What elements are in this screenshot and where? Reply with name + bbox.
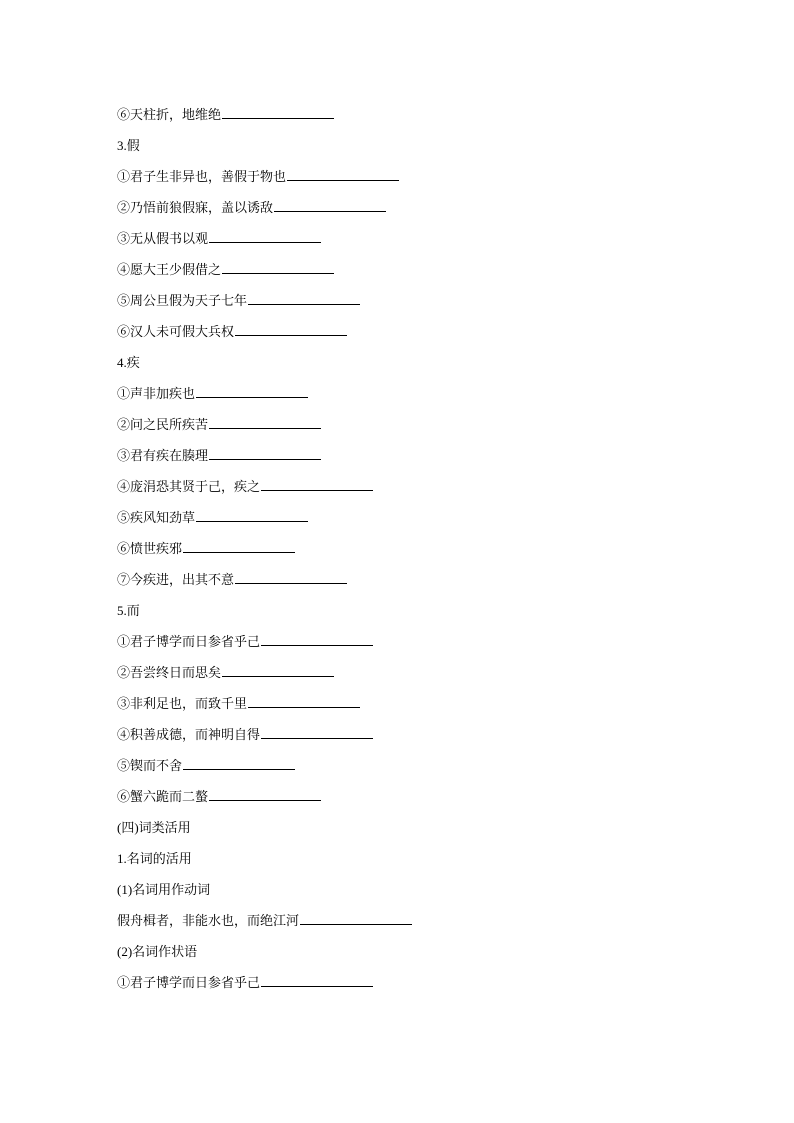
exercise-sentence: ⑥汉人未可假大兵权 (117, 325, 235, 340)
exercise-item (117, 631, 717, 662)
exercise-item (117, 445, 717, 476)
exercise-sentence: ②问之民所疾苦 (117, 418, 209, 433)
section-heading (117, 352, 717, 383)
exercise-sentence: ①声非加疾也 (117, 387, 196, 402)
exercise-item (117, 197, 717, 228)
heading-text: 1.名词的活用 (117, 851, 192, 866)
exercise-sentence: ④庞涓恐其贤于己，疾之 (117, 480, 261, 495)
exercise-item (117, 104, 717, 135)
exercise-item (117, 693, 717, 724)
exercise-item (117, 724, 717, 755)
exercise-sentence: ②吾尝终日而思矣 (117, 666, 222, 681)
exercise-sentence: ③无从假书以观 (117, 232, 209, 247)
exercise-item (117, 228, 717, 259)
exercise-item (117, 507, 717, 538)
exercise-item (117, 972, 717, 1003)
answer-blank[interactable] (222, 259, 334, 274)
answer-blank[interactable] (248, 290, 360, 305)
document-content (117, 104, 717, 1003)
heading-text: 4.疾 (117, 355, 140, 370)
answer-blank[interactable] (235, 569, 347, 584)
exercise-item (117, 383, 717, 414)
answer-blank[interactable] (196, 507, 308, 522)
section-heading (117, 135, 717, 166)
answer-blank[interactable] (222, 104, 334, 119)
heading-text: 3.假 (117, 138, 140, 153)
exercise-sentence: ③非利足也，而致千里 (117, 697, 248, 712)
exercise-item (117, 786, 717, 817)
answer-blank[interactable] (261, 631, 373, 646)
exercise-item (117, 414, 717, 445)
exercise-item (117, 166, 717, 197)
exercise-sentence: ⑦今疾进，出其不意 (117, 573, 235, 588)
answer-blank[interactable] (209, 228, 321, 243)
exercise-sentence: ③君有疾在腠理 (117, 449, 209, 464)
answer-blank[interactable] (196, 383, 308, 398)
answer-blank[interactable] (209, 786, 321, 801)
answer-blank[interactable] (261, 476, 373, 491)
exercise-item (117, 662, 717, 693)
exercise-sentence: ⑤周公旦假为天子七年 (117, 294, 248, 309)
answer-blank[interactable] (261, 724, 373, 739)
answer-blank[interactable] (209, 414, 321, 429)
section-heading (117, 848, 717, 879)
exercise-sentence: ⑥天柱折，地维绝 (117, 108, 222, 123)
exercise-sentence: 假舟楫者，非能水也，而绝江河 (117, 914, 300, 929)
document-page (117, 104, 717, 1003)
section-heading (117, 879, 717, 910)
section-heading (117, 600, 717, 631)
exercise-item (117, 259, 717, 290)
exercise-sentence: ⑤疾风知劲草 (117, 511, 196, 526)
heading-text: (四)词类活用 (117, 820, 191, 835)
answer-blank[interactable] (300, 910, 412, 925)
answer-blank[interactable] (222, 662, 334, 677)
section-heading (117, 817, 717, 848)
exercise-item (117, 290, 717, 321)
answer-blank[interactable] (261, 972, 373, 987)
exercise-sentence: ⑤锲而不舍 (117, 759, 183, 774)
section-heading (117, 941, 717, 972)
exercise-sentence: ④积善成德，而神明自得 (117, 728, 261, 743)
exercise-item (117, 569, 717, 600)
answer-blank[interactable] (183, 755, 295, 770)
exercise-item (117, 476, 717, 507)
exercise-sentence: ①君子博学而日参省乎己 (117, 976, 261, 991)
heading-text: (2)名词作状语 (117, 944, 198, 959)
answer-blank[interactable] (183, 538, 295, 553)
exercise-sentence: ①君子博学而日参省乎己 (117, 635, 261, 650)
answer-blank[interactable] (287, 166, 399, 181)
exercise-item (117, 321, 717, 352)
exercise-item (117, 538, 717, 569)
exercise-sentence: ④愿大王少假借之 (117, 263, 222, 278)
exercise-sentence: ⑥愤世疾邪 (117, 542, 183, 557)
answer-blank[interactable] (235, 321, 347, 336)
answer-blank[interactable] (209, 445, 321, 460)
exercise-item (117, 755, 717, 786)
heading-text: (1)名词用作动词 (117, 882, 211, 897)
answer-blank[interactable] (274, 197, 386, 212)
answer-blank[interactable] (248, 693, 360, 708)
exercise-sentence: ②乃悟前狼假寐，盖以诱敌 (117, 201, 274, 216)
exercise-item (117, 910, 717, 941)
heading-text: 5.而 (117, 603, 140, 618)
exercise-sentence: ⑥蟹六跪而二螯 (117, 790, 209, 805)
exercise-sentence: ①君子生非异也，善假于物也 (117, 170, 287, 185)
